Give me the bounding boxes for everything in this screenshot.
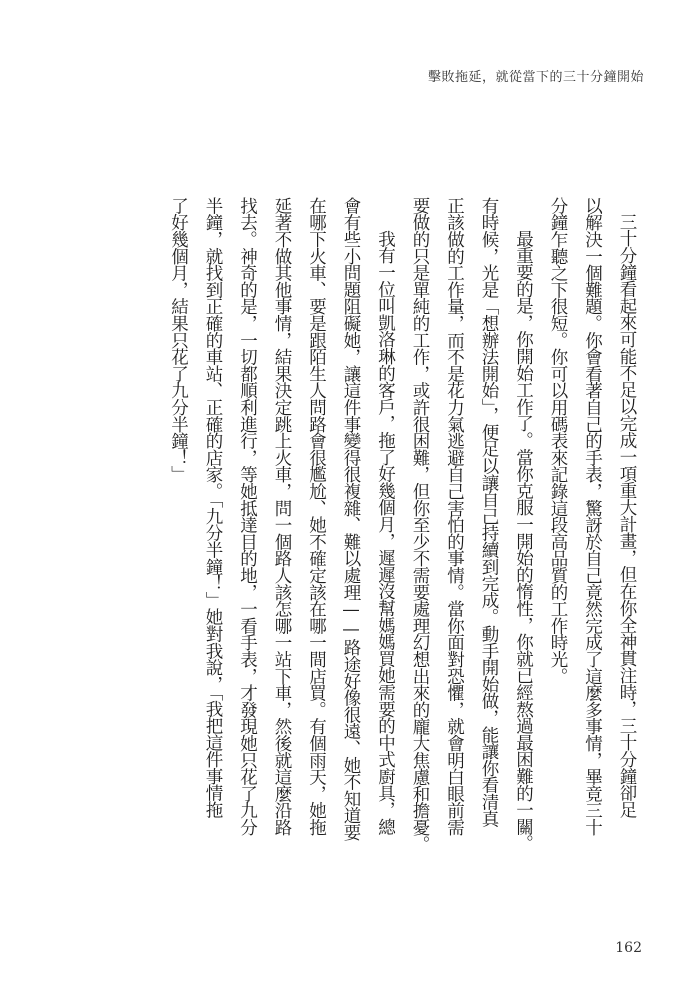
text-column: 最重要的是，你開始工作了。當你克服一開始的惰性，你就已經熬過最困難的一關。 xyxy=(513,230,534,852)
text-column: 要做的只是單純的工作，或許很困難，但你至少不需要處理幻想出來的龐大焦慮和擔憂。 xyxy=(410,197,430,853)
text-column: 半鐘，就找到正確的車站、正確的店家。「九分半鐘！」她對我說，「我把這件事情拖 xyxy=(203,197,223,818)
text-column: 會有些小問題阻礙她，讓這件事變得很複雜、難以處理——路途好像很遠、她不知道要 xyxy=(341,197,361,841)
text-column: 找去。神奇的是，一切都順利進行，等她抵達目的地，一看手表，才發現她只花了九分 xyxy=(237,197,258,836)
text-column: 分鐘乍聽之下很短。你可以用碼表來記錄這段高品質的工作時光。 xyxy=(548,197,568,685)
text-column: 有時候，光是「想辦法開始」，便足以讓自己持續到完成。動手開始做，能讓你看清真 xyxy=(479,197,499,827)
text-column: 我有一位叫凱洛琳的客戶，拖了好幾個月，遲遲沒幫媽媽買她需要的中式廚具，總 xyxy=(375,230,396,835)
text-column: 以解決一個難題。你會看著自己的手表，驚訝於自己竟然完成了這麼多事情，畢竟三十 xyxy=(582,197,603,836)
text-column: 三十分鐘看起來可能不足以完成一項重大計畫，但在你全神貫注時，三十分鐘卻足 xyxy=(617,213,637,818)
page-number: 162 xyxy=(615,940,642,956)
text-column: 延著不做其他事情，結果決定跳上火車，問一個路人該怎哪一站下車，然後就這麼沿路 xyxy=(272,197,292,836)
text-column: 在哪下火車、要是跟陌生人問路會很尷尬、她不確定該在哪一間店買。有個雨天，她拖 xyxy=(306,197,327,836)
text-column: 了好幾個月，結果只花了九分半鐘！」 xyxy=(168,197,189,483)
text-column: 正該做的工作量，而不是花力氣逃避自己害怕的事情。當你面對恐懼，就會明白眼前需 xyxy=(444,197,465,836)
running-header-title: 擊敗拖延，就從當下的三十分鐘開始 xyxy=(427,70,644,85)
